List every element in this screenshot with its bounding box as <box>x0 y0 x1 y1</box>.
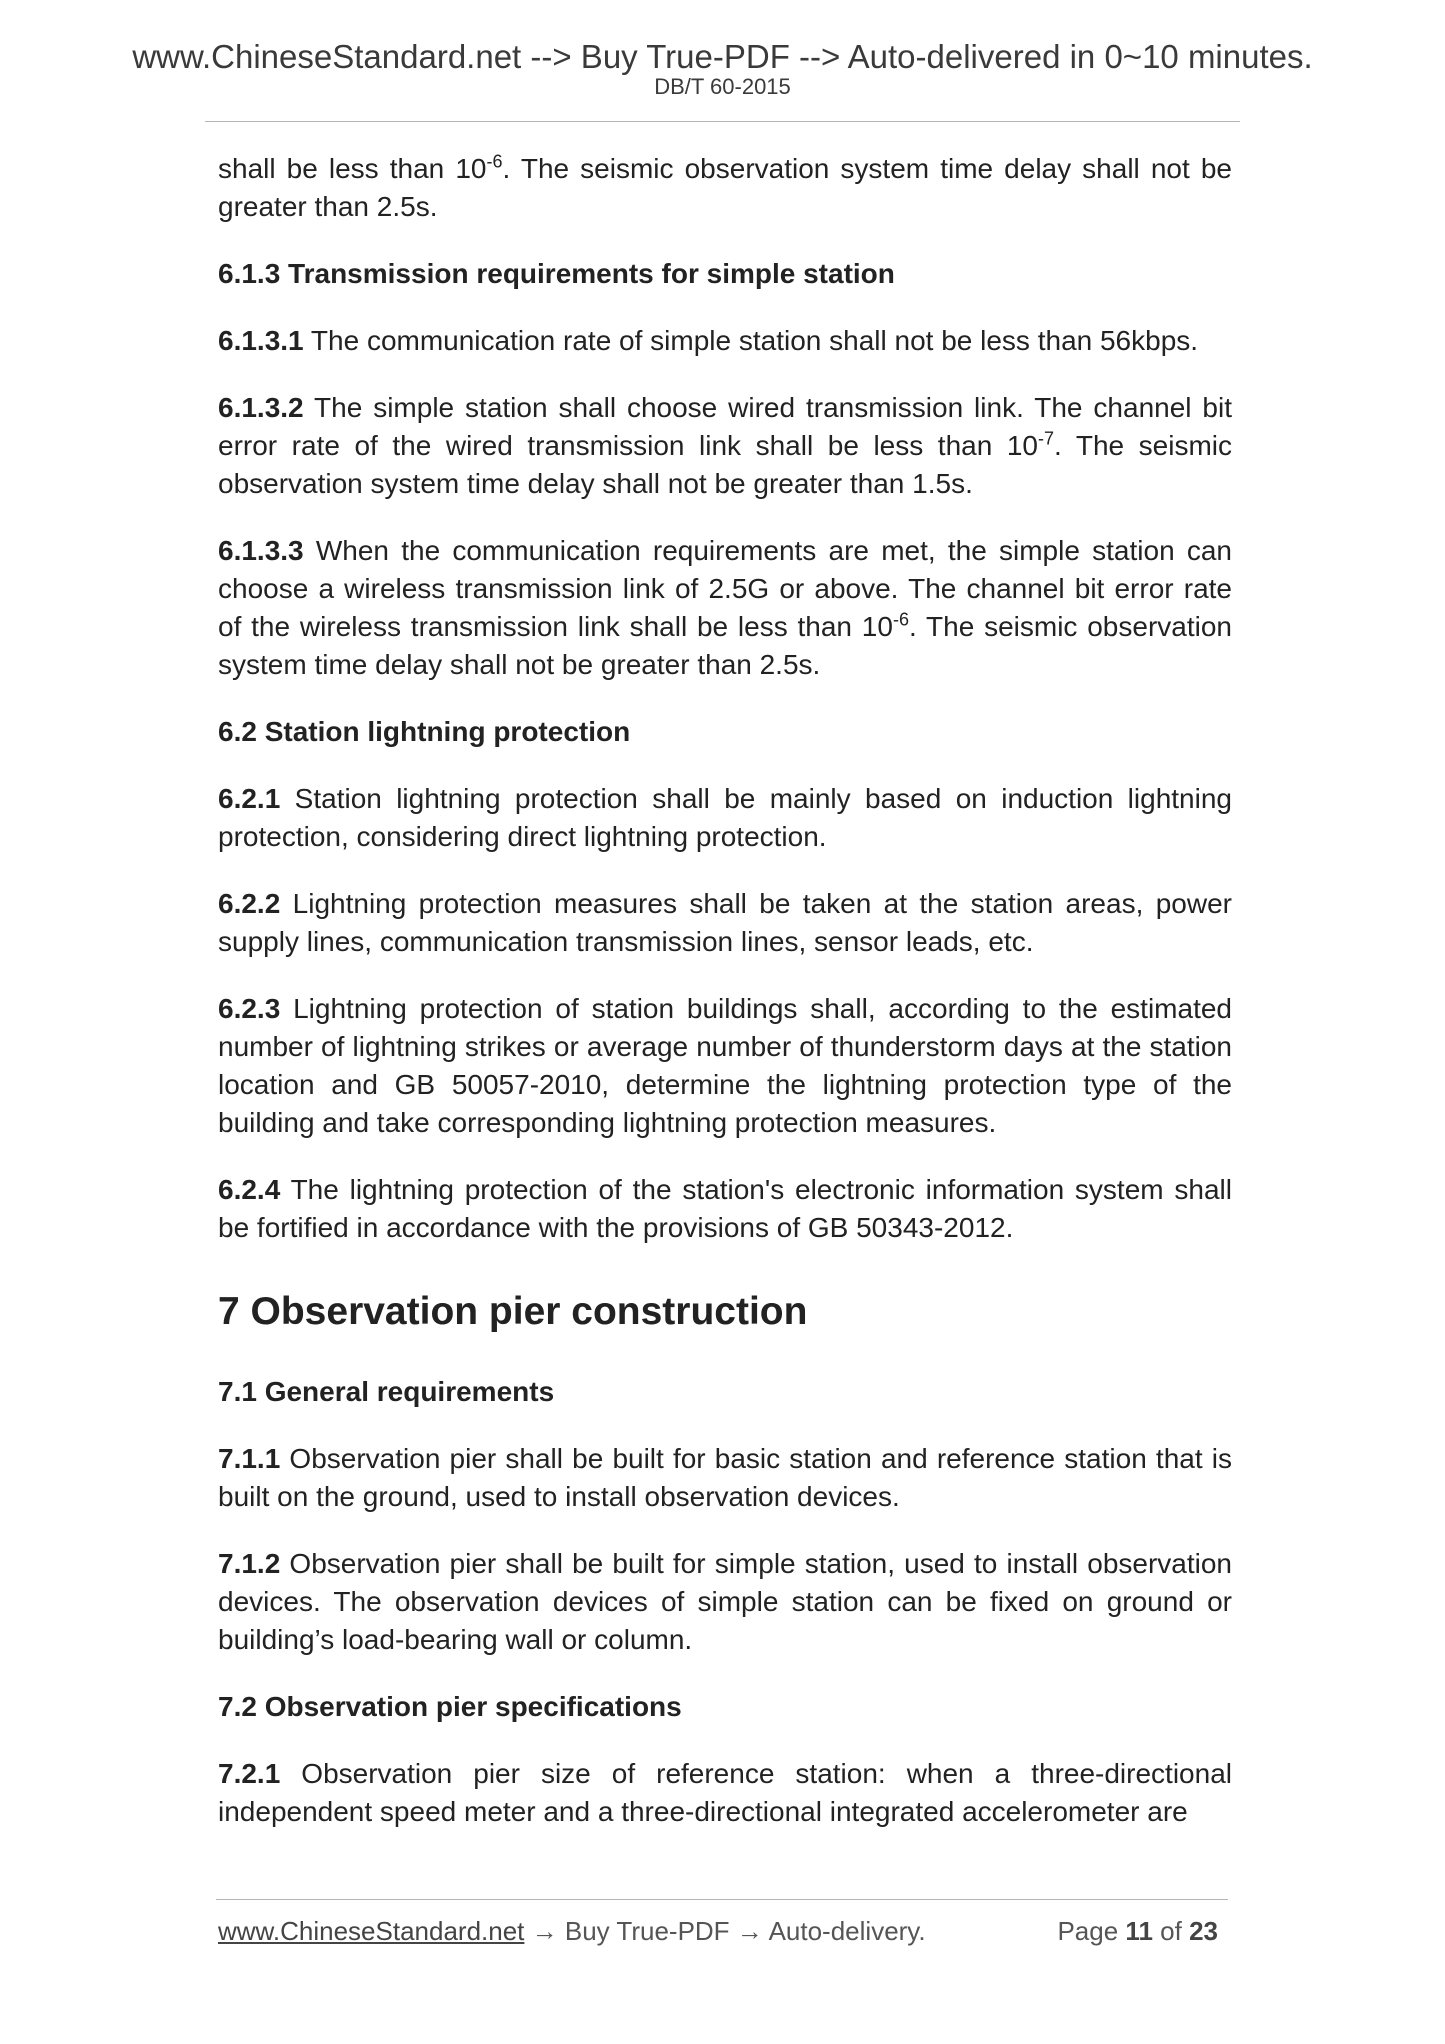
paragraph-text: shall be less than 10 <box>218 153 487 184</box>
clause-7-1-2 <box>218 1545 1232 1659</box>
clause-6-1-3-2 <box>218 389 1232 503</box>
section-heading-6-1-3: 6.1.3 Transmission requirements for simple station <box>218 258 895 289</box>
clause-7-1-1 <box>218 1440 1232 1516</box>
superscript: -6 <box>486 151 503 172</box>
clause-number: 7.1.1 <box>218 1443 281 1474</box>
clause-number: 6.1.3.1 <box>218 325 304 356</box>
clause-number: 6.1.3.2 <box>218 392 304 423</box>
page-total: 23 <box>1189 1916 1218 1946</box>
clause-6-2-1 <box>218 780 1232 856</box>
clause-6-1-3-3 <box>218 532 1232 684</box>
footer-divider <box>216 1899 1228 1900</box>
clause-number: 6.2.2 <box>218 888 281 919</box>
page-label: Page <box>1057 1916 1119 1946</box>
page-of: of <box>1160 1916 1182 1946</box>
superscript: -6 <box>892 609 909 630</box>
page-content <box>218 150 1232 1860</box>
clause-text: The lightning protection of the station's electronic information system shall be fortified in accordance with the provisions of GB 50343-2012. <box>218 1174 1232 1243</box>
paragraph-text: . The seismic observation system time delay shall not be greater than 2.5s. <box>218 153 1232 222</box>
clause-6-1-3-1 <box>218 322 1232 360</box>
document-id: DB/T 60-2015 <box>654 74 791 99</box>
clause-text: . The seismic observation system time delay shall not be greater than 2.5s. <box>218 611 1232 680</box>
clause-number: 7.1.2 <box>218 1548 281 1579</box>
section-heading-7-1: 7.1 General requirements <box>218 1376 555 1407</box>
clause-text: When the communication requirements are met, the simple station can choose a wireless transmission link of 2.5G or above. The channel bit error rate of the wireless transmission link shall be less than 10 <box>218 535 1232 642</box>
clause-text: . The seismic observation system time delay shall not be greater than 1.5s. <box>218 430 1232 499</box>
page-footer <box>218 1916 1230 1952</box>
clause-number: 6.2.3 <box>218 993 281 1024</box>
clause-text: Lightning protection of station buildings shall, according to the estimated number of lightning strikes or average number of thunderstorm days at the station location and GB 50057-2010, determine the lightning protection type of the building and take corresponding lightning protection measures. <box>218 993 1232 1138</box>
clause-6-2-2 <box>218 885 1232 961</box>
clause-text: Observation pier shall be built for basic station and reference station that is built on the ground, used to install observation devices. <box>218 1443 1232 1512</box>
section-heading-7-2: 7.2 Observation pier specifications <box>218 1691 682 1722</box>
paragraph-continuation <box>218 150 1232 226</box>
clause-text: Observation pier shall be built for simple station, used to install observation devices. The observation devices of simple station can be fixed on ground or building’s load-bearing wall or column. <box>218 1548 1232 1655</box>
page-current: 11 <box>1125 1916 1153 1946</box>
chapter-heading-7: 7 Observation pier construction <box>218 1290 808 1333</box>
clause-number: 6.2.1 <box>218 783 281 814</box>
section-heading-6-2: 6.2 Station lightning protection <box>218 716 631 747</box>
header-divider <box>205 121 1240 122</box>
superscript: -7 <box>1038 428 1055 449</box>
clause-number: 7.2.1 <box>218 1758 281 1789</box>
clause-text: The simple station shall choose wired transmission link. The channel bit error rate of the wired transmission link shall be less than 10 <box>218 392 1232 461</box>
clause-7-2-1 <box>218 1755 1232 1831</box>
clause-text: Station lightning protection shall be mainly based on induction lightning protection, considering direct lightning protection. <box>218 783 1232 852</box>
page-indicator <box>1057 1916 1218 1947</box>
clause-6-2-3 <box>218 990 1232 1142</box>
clause-number: 6.2.4 <box>218 1174 281 1205</box>
clause-text: Lightning protection measures shall be taken at the station areas, power supply lines, communication transmission lines, sensor leads, etc. <box>218 888 1232 957</box>
clause-text: The communication rate of simple station shall not be less than 56kbps. <box>303 325 1199 356</box>
footer-website-link[interactable]: www.ChineseStandard.net <box>218 1916 525 1946</box>
clause-6-2-4 <box>218 1171 1232 1247</box>
header-banner: www.ChineseStandard.net --> Buy True-PDF --> Auto-delivered in 0~10 minutes. <box>132 38 1313 75</box>
clause-text: Observation pier size of reference station: when a three-directional independent speed meter and a three-directional integrated accelerometer are <box>218 1758 1232 1827</box>
footer-promo-text: → Buy True-PDF → Auto-delivery. <box>524 1916 926 1946</box>
footer-promo <box>218 1916 926 1947</box>
clause-number: 6.1.3.3 <box>218 535 304 566</box>
